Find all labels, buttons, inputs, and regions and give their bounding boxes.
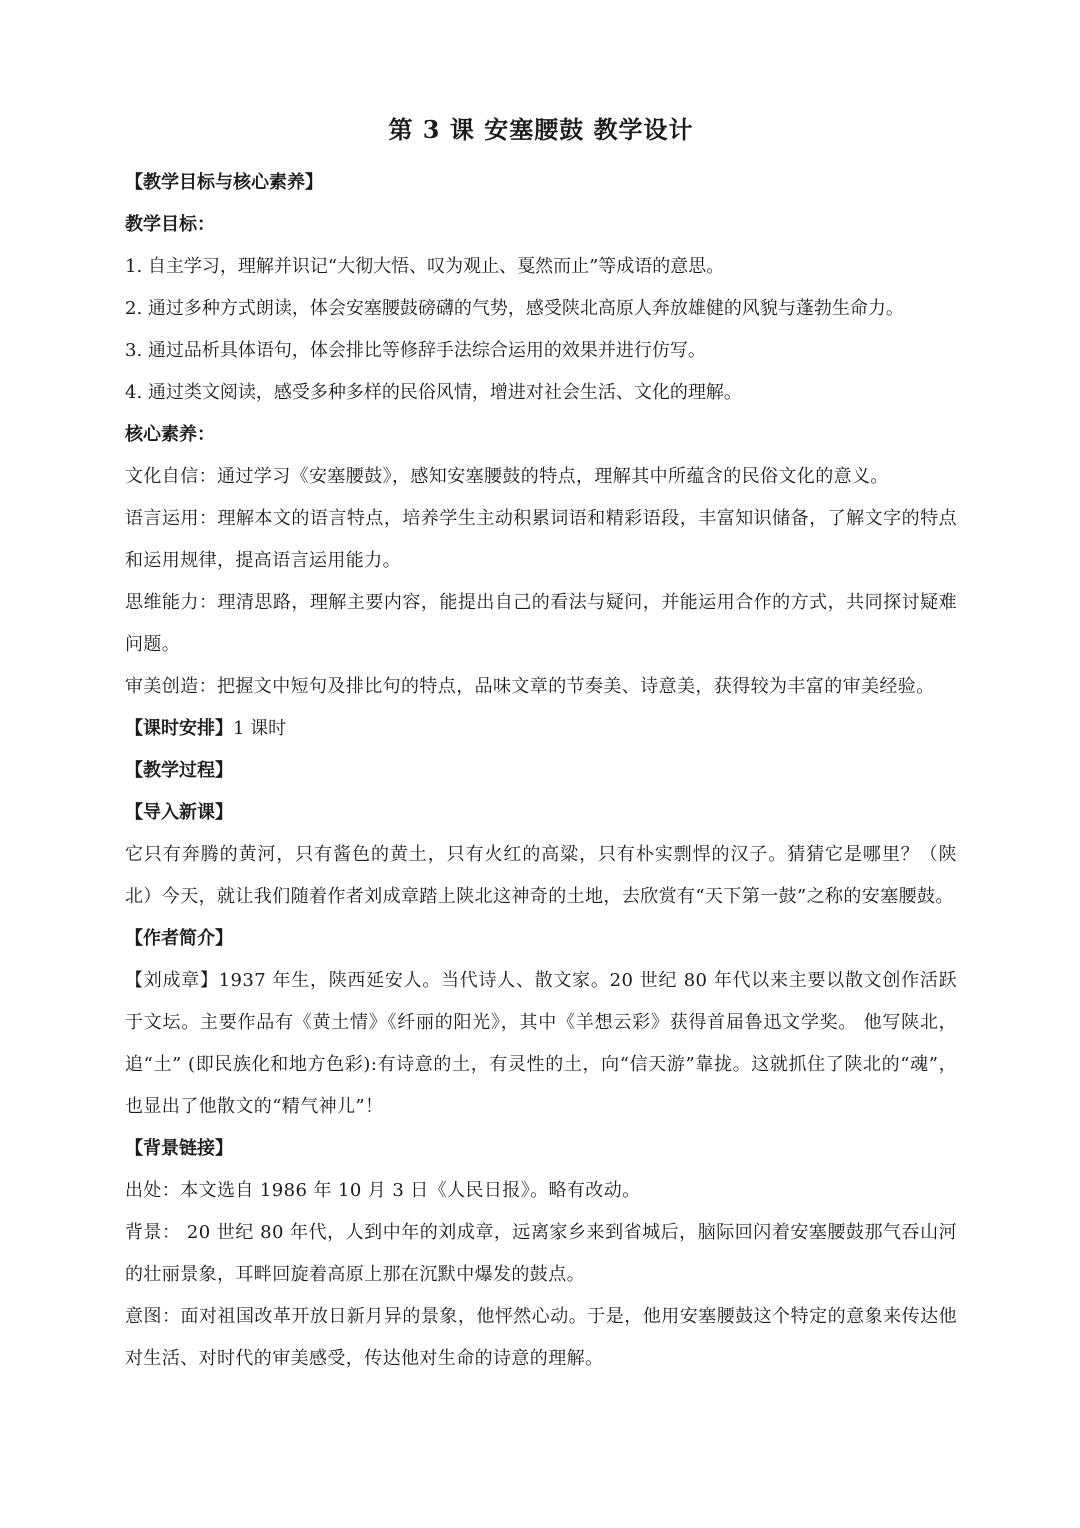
source-paragraph: 出处：本文选自 1986 年 10 月 3 日《人民日报》。略有改动。 [125, 1180, 641, 1201]
intro-paragraph: 它只有奔腾的黄河，只有酱色的黄土，只有火红的高粱，只有朴实剽悍的汉子。猜猜它是哪里？（陕北）今天，就让我们随着作者刘成章踏上陕北这神奇的土地，去欣赏有“天下第一鼓”之称的安塞腰鼓。 [125, 844, 957, 907]
section-heading-intro: 【导入新课】 [125, 802, 233, 823]
core-literacy-item: 文化自信：通过学习《安塞腰鼓》，感知安塞腰鼓的特点，理解其中所蕴含的民俗文化的意义。 [125, 466, 889, 487]
background-paragraph: 背景： 20 世纪 80 年代，人到中年的刘成章，远离家乡来到省城后，脑际回闪着安塞腰鼓那气吞山河的壮丽景象，耳畔回旋着高原上那在沉默中爆发的鼓点。 [125, 1222, 957, 1285]
document-page [125, 112, 957, 1380]
core-literacy-label: 核心素养： [125, 424, 215, 445]
core-literacy-item: 语言运用：理解本文的语言特点，培养学生主动积累词语和精彩语段，丰富知识储备，了解文字的特点和运用规律，提高语言运用能力。 [125, 508, 957, 571]
section-heading-background: 【背景链接】 [125, 1138, 233, 1159]
goal-item: 1. 自主学习，理解并识记“大彻大悟、叹为观止、戛然而止”等成语的意思。 [125, 256, 725, 277]
section-heading-process: 【教学过程】 [125, 760, 233, 781]
schedule-line [125, 708, 957, 750]
core-literacy-item: 审美创造：把握文中短句及排比句的特点，品味文章的节奏美、诗意美，获得较为丰富的审美经验。 [125, 676, 935, 697]
teaching-goals-label: 教学目标： [125, 214, 215, 235]
author-paragraph: 【刘成章】1937 年生，陕西延安人。当代诗人、散文家。20 世纪 80 年代以来主要以散文创作活跃于文坛。主要作品有《黄土情》《纤丽的阳光》，其中《羊想云彩》获得首届鲁迅文学奖。 他写陕北，追“土” (即民族化和地方色彩):有诗意的土，有灵性的土，向“信天游”靠拢。这就抓住了陕北的“魂”，也显出了他散文的“精气神儿”！ [125, 970, 957, 1117]
section-heading-objectives: 【教学目标与核心素养】 [125, 172, 323, 193]
document-title: 第 3 课 安塞腰鼓 教学设计 [388, 115, 694, 144]
section-heading-schedule: 【课时安排】 [125, 718, 233, 739]
intent-paragraph: 意图：面对祖国改革开放日新月异的景象，他怦然心动。于是，他用安塞腰鼓这个特定的意象来传达他对生活、对时代的审美感受，传达他对生命的诗意的理解。 [125, 1306, 957, 1369]
schedule-value: 1 课时 [233, 718, 287, 739]
goal-item: 2. 通过多种方式朗读，体会安塞腰鼓磅礴的气势，感受陕北高原人奔放雄健的风貌与蓬勃生命力。 [125, 298, 904, 319]
goal-item: 3. 通过品析具体语句，体会排比等修辞手法综合运用的效果并进行仿写。 [125, 340, 706, 361]
section-heading-author: 【作者简介】 [125, 928, 233, 949]
core-literacy-item: 思维能力：理清思路，理解主要内容，能提出自己的看法与疑问，并能运用合作的方式，共同探讨疑难问题。 [125, 592, 957, 655]
goal-item: 4. 通过类文阅读，感受多种多样的民俗风情，增进对社会生活、文化的理解。 [125, 382, 742, 403]
